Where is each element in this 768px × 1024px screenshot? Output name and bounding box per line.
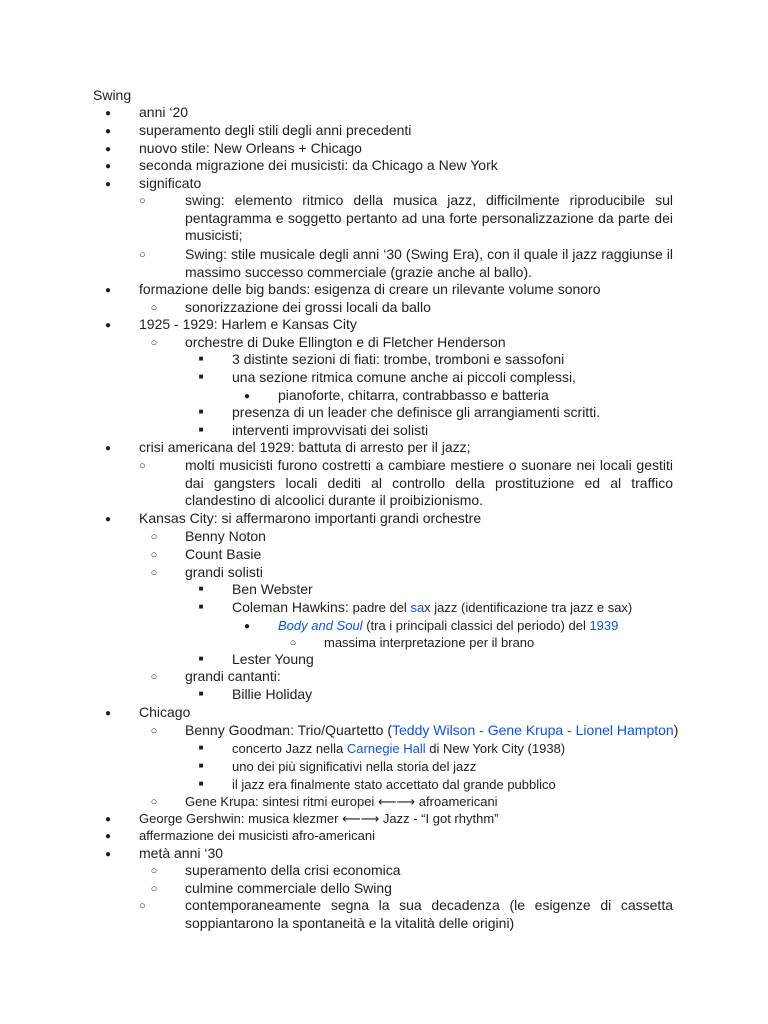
bullet-circle-icon (139, 457, 169, 476)
item-text: 3 distinte sezioni di fiati: trombe, tromboni e sassofoni (232, 351, 565, 367)
item-text: swing: elemento ritmico della musica jazz, difficilmente riproducibile sul pentagramma e soggetto pertanto ad una forte personalizzazione da parte dei musicisti; (185, 192, 673, 244)
bullet-circle-icon (139, 334, 169, 353)
item-text: metà anni ‘30 (139, 845, 224, 861)
item-text: affermazione dei musicisti afro-americani (139, 828, 376, 843)
musicians-link[interactable]: Teddy Wilson - Gene Krupa - Lionel Hampton (392, 722, 674, 738)
bullet-disc-icon (93, 316, 123, 335)
list-item (139, 140, 362, 158)
list-item (232, 581, 313, 599)
list-item (139, 439, 471, 457)
item-text: George Gershwin: musica klezmer ⟵⟶ Jazz - “I got rhythm” (139, 811, 499, 826)
year-1939-link[interactable]: 1939 (589, 618, 619, 633)
list-item (324, 634, 534, 652)
list-item (232, 686, 312, 704)
list-item (185, 722, 678, 740)
list-item (185, 246, 673, 281)
list-item (185, 334, 506, 352)
item-text: crisi americana del 1929: battuta di arresto per il jazz; (139, 439, 471, 455)
bullet-disc-icon (93, 175, 123, 194)
bullet-circle-icon (139, 897, 169, 916)
list-item (139, 157, 498, 175)
item-text: superamento degli stili degli anni precedenti (139, 122, 412, 138)
bullet-disc-icon (93, 510, 123, 529)
list-item (232, 776, 556, 794)
item-text: Benny Goodman: Trio/Quartetto ( (185, 722, 392, 738)
list-item (139, 845, 223, 863)
list-item (139, 122, 411, 140)
item-text: molti musicisti furono costretti a cambiare mestiere o suonare nei locali gestiti dai gangsters locali dediti al controllo della prostituzione ed al traffico clandestino di alcoolici durante il proibizionismo. (185, 457, 673, 509)
bullet-square-icon (186, 581, 216, 600)
list-item (232, 758, 476, 776)
item-text: (tra i principali classici del periodo) del (362, 618, 590, 633)
list-item (278, 617, 618, 635)
bullet-disc-icon (93, 157, 123, 176)
list-item (139, 827, 375, 845)
bullet-disc-icon (93, 827, 123, 846)
list-item (185, 546, 261, 564)
sax-link[interactable]: sa (410, 600, 425, 615)
list-item (139, 704, 190, 722)
bullet-square-icon (186, 758, 216, 777)
list-item (232, 599, 632, 617)
list-item (139, 810, 498, 828)
item-text: orchestre di Duke Ellington e di Fletcher Henderson (185, 334, 506, 350)
item-text: padre del (352, 600, 411, 615)
item-text: concerto Jazz nella (232, 741, 347, 756)
item-text: Gene Krupa: sintesi ritmi europei ⟵⟶ afroamericani (185, 794, 498, 809)
bullet-circle-icon (139, 192, 169, 211)
bullet-square-icon (186, 351, 216, 370)
list-item (232, 740, 565, 758)
list-item (232, 351, 564, 369)
item-text: seconda migrazione dei musicisti: da Chicago a New York (139, 157, 498, 173)
item-text: grandi solisti (185, 564, 263, 580)
bullet-square-icon (186, 776, 216, 795)
item-text: sonorizzazione dei grossi locali da ballo (185, 299, 431, 315)
body-and-soul-link[interactable]: Body and Soul (278, 618, 363, 633)
item-text: Coleman Hawkins: (232, 599, 353, 615)
bullet-square-icon (186, 422, 216, 441)
item-text: Benny Noton (185, 528, 266, 544)
bullet-disc-icon (93, 845, 123, 864)
item-text: ) (673, 722, 679, 738)
bullet-circle-icon (139, 246, 169, 265)
item-text: formazione delle big bands: esigenza di creare un rilevante volume sonoro (139, 281, 601, 297)
item-text: Billie Holiday (232, 686, 313, 702)
bullet-disc-icon (93, 704, 123, 723)
item-text: 1925 - 1929: Harlem e Kansas City (139, 316, 357, 332)
bullet-square-icon (186, 686, 216, 705)
item-text: Kansas City: si affermarono importanti grandi orchestre (139, 510, 482, 526)
item-text: interventi improvvisati dei solisti (232, 422, 429, 438)
bullet-disc-icon (232, 617, 262, 636)
item-text: x jazz (identificazione tra jazz e sax) (424, 600, 633, 615)
bullet-disc-icon (93, 122, 123, 141)
bullet-circle-icon (139, 722, 169, 741)
bullet-circle-icon (139, 793, 169, 812)
list-item (185, 564, 263, 582)
list-item (232, 369, 576, 387)
bullet-square-icon (186, 651, 216, 670)
bullet-circle-icon (139, 546, 169, 565)
bullet-square-icon (186, 740, 216, 759)
bullet-disc-icon (93, 104, 123, 123)
item-text: Ben Webster (232, 581, 313, 597)
item-text: una sezione ritmica comune anche ai piccoli complessi, (232, 369, 576, 385)
bullet-square-icon (186, 369, 216, 388)
list-item (139, 281, 601, 299)
list-item (139, 175, 201, 193)
bullet-circle-icon (139, 862, 169, 881)
bullet-circle-icon (278, 634, 308, 653)
list-item (185, 862, 401, 880)
list-item (232, 404, 600, 422)
bullet-circle-icon (139, 299, 169, 318)
bullet-disc-icon (93, 810, 123, 829)
bullet-disc-icon (93, 439, 123, 458)
list-item (185, 793, 498, 811)
list-item (232, 422, 428, 440)
item-text: contemporaneamente segna la sua decadenza (le esigenze di cassetta soppiantarono la spontaneità e la vitalità delle origini) (185, 897, 673, 931)
bullet-circle-icon (139, 880, 169, 899)
item-text: nuovo stile: New Orleans + Chicago (139, 140, 362, 156)
bullet-circle-icon (139, 528, 169, 547)
list-item (185, 897, 673, 932)
item-text: culmine commerciale dello Swing (185, 880, 392, 896)
bullet-disc-icon (232, 387, 262, 406)
item-text: Chicago (139, 704, 191, 720)
item-text: presenza di un leader che definisce gli arrangiamenti scritti. (232, 404, 601, 420)
bullet-disc-icon (93, 281, 123, 300)
list-item (185, 192, 673, 245)
bullet-disc-icon (93, 140, 123, 159)
item-text: uno dei più significativi nella storia del jazz (232, 759, 477, 774)
item-text: Lester Young (232, 651, 314, 667)
list-item (139, 104, 188, 122)
document-title: Swing (93, 87, 132, 103)
item-text: superamento della crisi economica (185, 862, 401, 878)
list-item (232, 651, 314, 669)
bullet-square-icon (186, 599, 216, 618)
bullet-circle-icon (139, 668, 169, 687)
list-item (185, 528, 266, 546)
item-text: Swing: stile musicale degli anni ‘30 (Swing Era), con il quale il jazz raggiunse il massimo successo commerciale (grazie anche al ballo). (185, 246, 673, 280)
carnegie-hall-link[interactable]: Carnegie Hall (346, 741, 426, 756)
item-text: Count Basie (185, 546, 262, 562)
item-text: il jazz era finalmente stato accettato dal grande pubblico (232, 777, 556, 792)
bullet-square-icon (186, 404, 216, 423)
list-item (139, 316, 357, 334)
item-text: massima interpretazione per il brano (324, 635, 535, 650)
item-text: significato (139, 175, 202, 191)
item-text: di New York City (1938) (425, 741, 566, 756)
item-text: anni ‘20 (139, 104, 189, 120)
list-item (185, 457, 673, 510)
list-item (278, 387, 549, 405)
item-text: grandi cantanti: (185, 668, 281, 684)
list-item (185, 299, 431, 317)
list-item (185, 880, 392, 898)
list-item (139, 510, 481, 528)
bullet-circle-icon (139, 564, 169, 583)
item-text: pianoforte, chitarra, contrabbasso e batteria (278, 387, 549, 403)
list-item (185, 668, 281, 686)
